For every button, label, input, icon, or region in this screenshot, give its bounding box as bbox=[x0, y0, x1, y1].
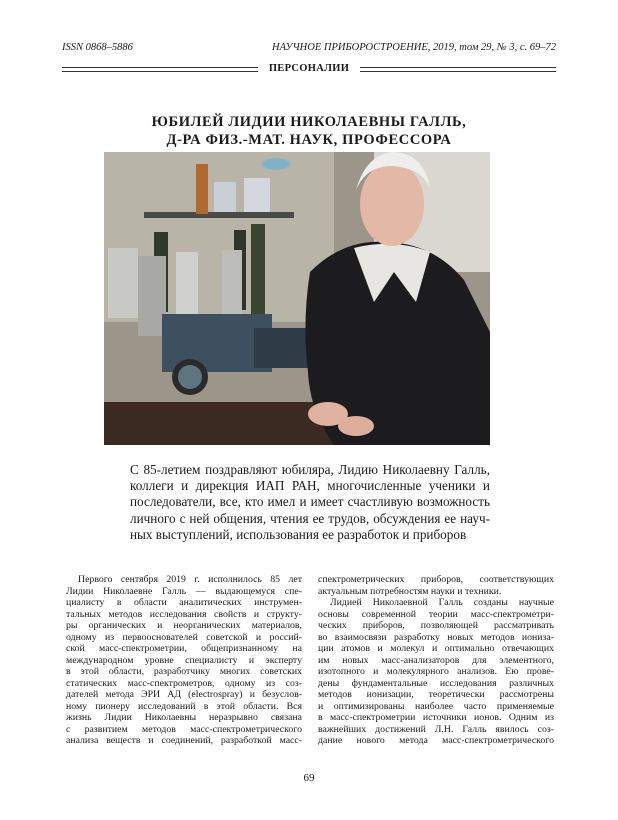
body-line: в масс-спектрометрии источники ионов. Одним из bbox=[318, 712, 554, 723]
body-line: изотопного и молекулярного анализов. Ею прове- bbox=[318, 666, 554, 677]
intro-greeting bbox=[130, 462, 490, 543]
rubric-rule-left bbox=[62, 67, 258, 72]
intro-line: коллеги и дирекция ИАП РАН, многочисленные ученики и bbox=[130, 478, 490, 494]
body-line: жизнь Лидии Николаевны неразрывно связана bbox=[66, 712, 302, 723]
body-line: ному пионеру исследований в этой области. Вся bbox=[66, 700, 302, 712]
body-line: им новых масс-анализаторов для элементного, bbox=[318, 654, 554, 666]
body-line: статических масс-спектрометров, одному из соз- bbox=[66, 677, 302, 689]
article-title bbox=[62, 113, 556, 149]
intro-line: ных выступлений, использования ее разработок и приборов bbox=[130, 526, 467, 542]
body-line: и оптимизированы наиболее часто применяемые bbox=[318, 700, 554, 712]
body-line: с развитием методов масс-спектрометрического bbox=[66, 723, 302, 735]
body-line: анализа веществ и соединений, разработкой масс- bbox=[66, 735, 302, 746]
body-line: спектрометрических приборов, соответствующих bbox=[318, 574, 554, 585]
section-rubric bbox=[62, 63, 556, 77]
body-line: тальных методов исследования свойств и структу- bbox=[66, 608, 302, 620]
body-line: дены фундаментальные исследования различных bbox=[318, 677, 554, 689]
body-line: ской масс-спектрометрии, общепризнанному на bbox=[66, 643, 302, 654]
body-line: в этой области, разработчику многих советских bbox=[66, 666, 302, 677]
body-line: ческих приборов, позволяющей рассматривать bbox=[318, 620, 554, 631]
body-line: Лидии Николаевне Галль — выдающемуся спе- bbox=[66, 585, 302, 597]
portrait-photo bbox=[104, 152, 490, 445]
body-line: дание нового метода масс-спектрометрического bbox=[318, 735, 554, 746]
body-line: ции атомов и молекул и оптимально отвечающих bbox=[318, 643, 554, 654]
intro-line: последователи, все, кто имел и имеет счастливую возможность bbox=[130, 494, 490, 510]
body-line: методов ионизации, теоретически рассмотрены bbox=[318, 689, 554, 700]
intro-line: С 85-летием поздравляют юбиляра, Лидию Николаевну Галль, bbox=[130, 462, 490, 477]
body-line: международном уровне специалисту и эксперту bbox=[66, 654, 302, 666]
body-line: актуальным потребностям науки и техники. bbox=[318, 585, 502, 597]
title-line-2: Д-РА ФИЗ.-МАТ. НАУК, ПРОФЕССОРА bbox=[166, 132, 452, 148]
page-number: 69 bbox=[303, 772, 315, 784]
body-line: циалисту в области аналитических инструмен- bbox=[66, 597, 302, 608]
body-line: Первого сентября 2019 г. исполнилось 85 лет bbox=[78, 574, 302, 585]
journal-issn: ISSN 0868–5886 bbox=[62, 42, 133, 53]
body-column-left bbox=[66, 574, 302, 747]
body-line: дателей метода ЭРИ АД (electrospray) и безуслов- bbox=[66, 689, 302, 700]
body-line: важнейших достижений Л.Н. Галль явилось соз- bbox=[318, 723, 554, 735]
intro-line: личного с ней общения, чтения ее трудов, обсуждения ее науч- bbox=[130, 510, 490, 526]
body-line: Лидией Николаевной Галль созданы научные bbox=[330, 597, 554, 608]
title-line-1: ЮБИЛЕЙ ЛИДИИ НИКОЛАЕВНЫ ГАЛЛЬ, bbox=[151, 114, 467, 130]
body-line: основы современной теории масс-спектрометри- bbox=[318, 608, 554, 620]
body-column-right bbox=[318, 574, 554, 747]
body-line: ры органических и неорганических материалов, bbox=[66, 620, 302, 631]
body-line: одному из первооснователей советской и россий- bbox=[66, 631, 302, 643]
rubric-rule-right bbox=[360, 67, 556, 72]
journal-citation: НАУЧНОЕ ПРИБОРОСТРОЕНИЕ, 2019, том 29, № 3, с. 69–72 bbox=[272, 42, 556, 53]
body-line: во взаимосвязи разработку новых методов иониза- bbox=[318, 631, 554, 643]
rubric-label: ПЕРСОНАЛИИ bbox=[268, 63, 350, 74]
portrait-photo-illustration bbox=[104, 152, 490, 445]
